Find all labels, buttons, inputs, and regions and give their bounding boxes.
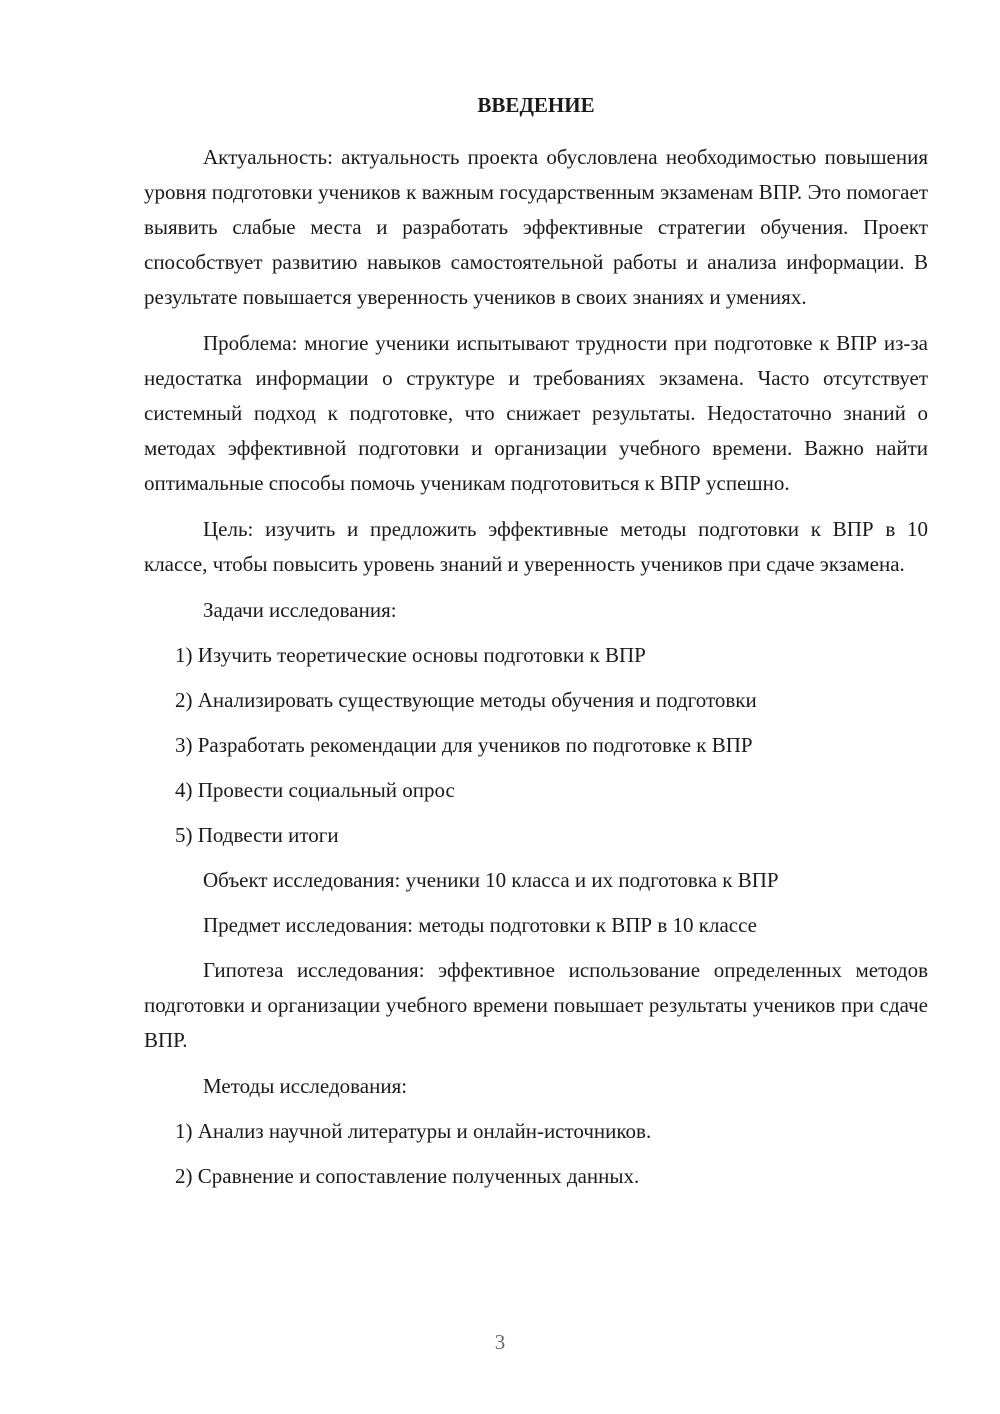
section-title: ВВЕДЕНИЕ [477, 93, 595, 117]
list-item: 5) Подвести итоги [175, 823, 339, 847]
methods-heading: Методы исследования: [203, 1074, 408, 1098]
document-page [144, 88, 928, 1204]
list-item: 1) Анализ научной литературы и онлайн-источников. [175, 1119, 652, 1143]
subject-line: Предмет исследования: методы подготовки к ВПР в 10 классе [203, 913, 757, 937]
methods-list [144, 1114, 928, 1194]
hypothesis-paragraph: Гипотеза исследования: эффективное использование определенных методов подготовки и организации учебного времени повышает результаты учеников при сдаче ВПР. [144, 958, 928, 1052]
list-item: 2) Анализировать существующие методы обучения и подготовки [175, 688, 757, 712]
relevance-paragraph: Актуальность: актуальность проекта обусловлена необходимостью повышения уровня подготовки учеников к важным государственным экзаменам ВПР. Это помогает выявить слабые места и разработать эффективные стратегии обучения. Проект способствует развитию навыков самостоятельной работы и анализа информации. В результате повышается уверенность учеников в своих знаниях и умениях. [144, 145, 928, 309]
tasks-heading: Задачи исследования: [203, 598, 397, 622]
list-item: 4) Провести социальный опрос [175, 778, 455, 802]
tasks-list [144, 638, 928, 853]
problem-paragraph: Проблема: многие ученики испытывают трудности при подготовке к ВПР из-за недостатка информации о структуре и требованиях экзамена. Часто отсутствует системный подход к подготовке, что снижает результаты. Недостаточно знаний о методах эффективной подготовки и организации учебного времени. Важно найти оптимальные способы помочь ученикам подготовиться к ВПР успешно. [144, 331, 928, 495]
list-item: 2) Сравнение и сопоставление полученных данных. [175, 1164, 640, 1188]
goal-paragraph: Цель: изучить и предложить эффективные методы подготовки к ВПР в 10 классе, чтобы повысить уровень знаний и уверенность учеников при сдаче экзамена. [144, 517, 928, 576]
list-item: 3) Разработать рекомендации для учеников по подготовке к ВПР [175, 733, 753, 757]
list-item: 1) Изучить теоретические основы подготовки к ВПР [175, 643, 646, 667]
object-line: Объект исследования: ученики 10 класса и их подготовка к ВПР [203, 868, 779, 892]
page-number: 3 [494, 1330, 506, 1354]
